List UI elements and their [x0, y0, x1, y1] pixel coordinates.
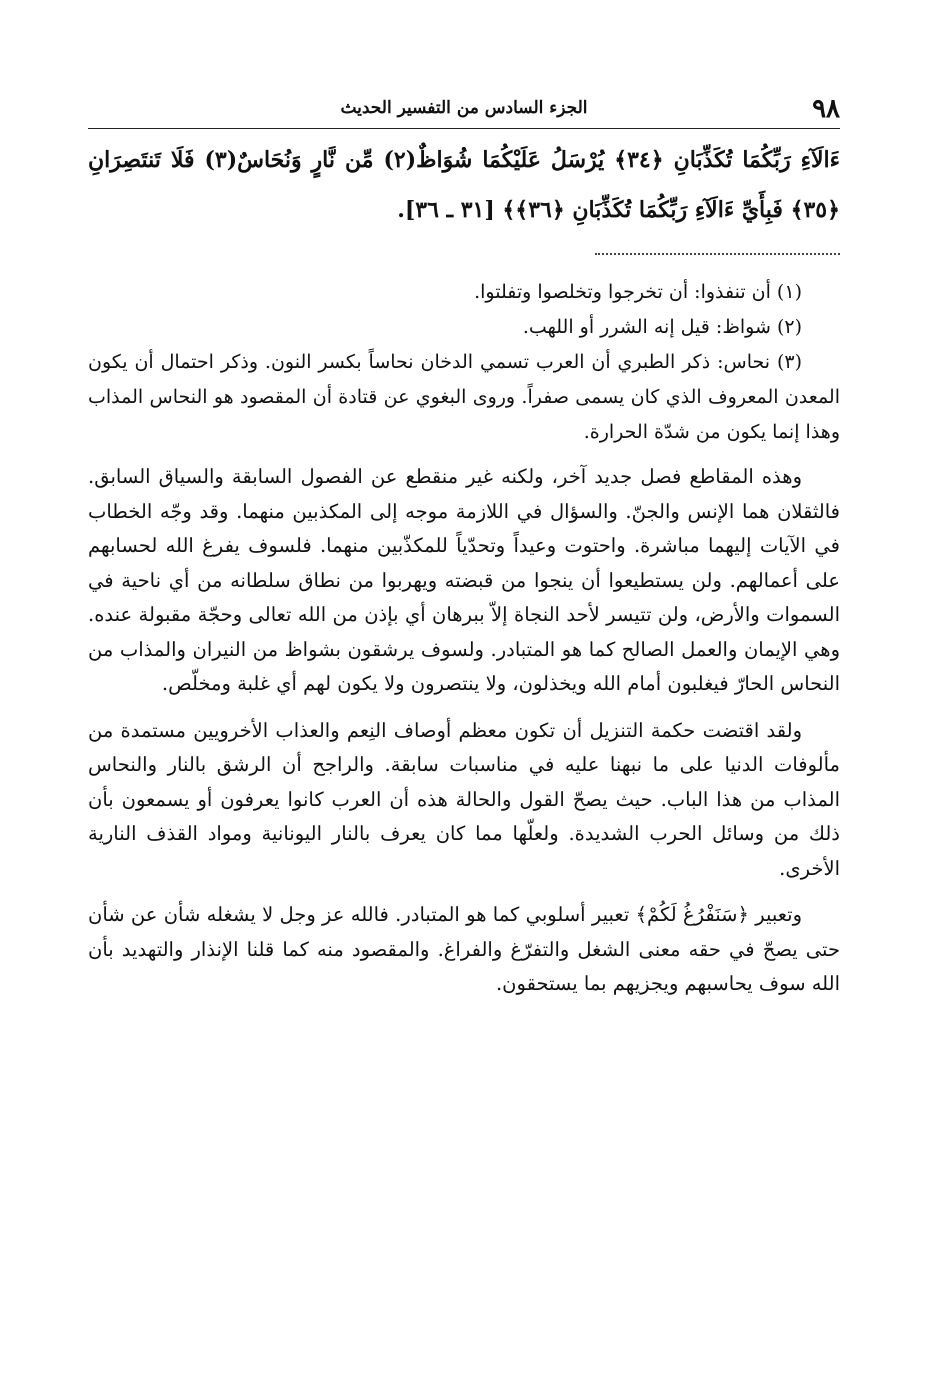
commentary-body: [88, 460, 840, 1002]
commentary-paragraph-2: ولقد اقتضت حكمة التنزيل أن تكون معظم أوصاف النِعم والعذاب الأخرويين مستمدة من مألوفات الدنيا على ما نبهنا عليه في مناسبات سابقة. والراجح أن الرشق بالنار والنحاس المذاب من هذا الباب. حيث يصحّ القول والحالة هذه أن العرب كانوا يعرفون أو يسمعون بأن ذلك من وسائل الحرب الشديدة. ولعلّها مما كان يعرف بالنار اليونانية ومواد القذف النارية الأخرى.: [88, 718, 840, 880]
footnote-2: (٢) شواظ: قيل إنه الشرر أو اللهب.: [522, 316, 802, 338]
running-title: الجزء السادس من التفسير الحديث: [340, 98, 588, 118]
quran-verse-continuation: ءَالَآءِ رَبِّكُمَا تُكَذِّبَانِ ﴿٣٤﴾ يُرْسَلُ عَلَيْكُمَا شُوَاظٌ(٢) مِّن نَّارٍ وَنُحَاسٌ(٣) فَلَا تَنتَصِرَانِ ﴿٣٥﴾ فَبِأَيِّ ءَالَآءِ رَبِّكُمَا تُكَذِّبَانِ ﴿٣٦﴾﴾ [٣١ ـ ٣٦].: [88, 147, 840, 223]
book-page: [88, 88, 840, 1014]
footnote-separator: [595, 253, 840, 255]
footnotes: [88, 275, 840, 450]
footnote-1: (١) أن تنفذوا: أن تخرجوا وتخلصوا وتفلتوا.: [474, 281, 802, 303]
footnote-3: (٣) نحاس: ذكر الطبري أن العرب تسمي الدخان نحاساً بكسر النون. وذكر احتمال أن يكون المعدن المعروف الذي كان يسمى صفراً. وروى البغوي عن قتادة أن المقصود هو النحاس المذاب وهذا إنما يكون من شدّة الحرارة.: [88, 351, 840, 443]
commentary-paragraph-3: وتعبير ﴿سَنَفْرُغُ لَكُمْ﴾ تعبير أسلوبي كما هو المتبادر. فالله عز وجل لا يشغله شأن عن شأن حتى يصحّ في حقه معنى الشغل والتفرّغ والفراغ. والمقصود منه كما قلنا الإنذار والتهديد بأن الله سوف يحاسبهم ويجزيهم بما يستحقون.: [88, 903, 840, 995]
commentary-paragraph-1: وهذه المقاطع فصل جديد آخر، ولكنه غير منقطع عن الفصول السابقة والسياق السابق. فالثقلان هما الإنس والجنّ. والسؤال في اللازمة موجه إلى المكذبين منهما. وقد وجّه الخطاب في الآيات إليهما مباشرة. واحتوت وعيداً وتحدّياً للمكذّبين منهما. فلسوف يفرغ الله لحسابهم على أعمالهم. ولن يستطيعوا أن ينجوا من قبضته ويهربوا من نطاق سلطانه من أي ناحية في السموات والأرض، ولن تتيسر لأحد النجاة إلاّ ببرهان أي بإذن من الله تعالى وحجّة مقبولة عنده. وهي الإيمان والعمل الصالح كما هو المتبادر. ولسوف يرشقون بشواظ من النيران والمذاب من النحاس الحارّ فيغلبون أمام الله ويخذلون، ولا ينتصرون ولا يكون لهم أي غلبة ومخلّص.: [88, 465, 840, 695]
page-number: ٩٨: [812, 94, 840, 124]
page-header: [88, 88, 840, 129]
